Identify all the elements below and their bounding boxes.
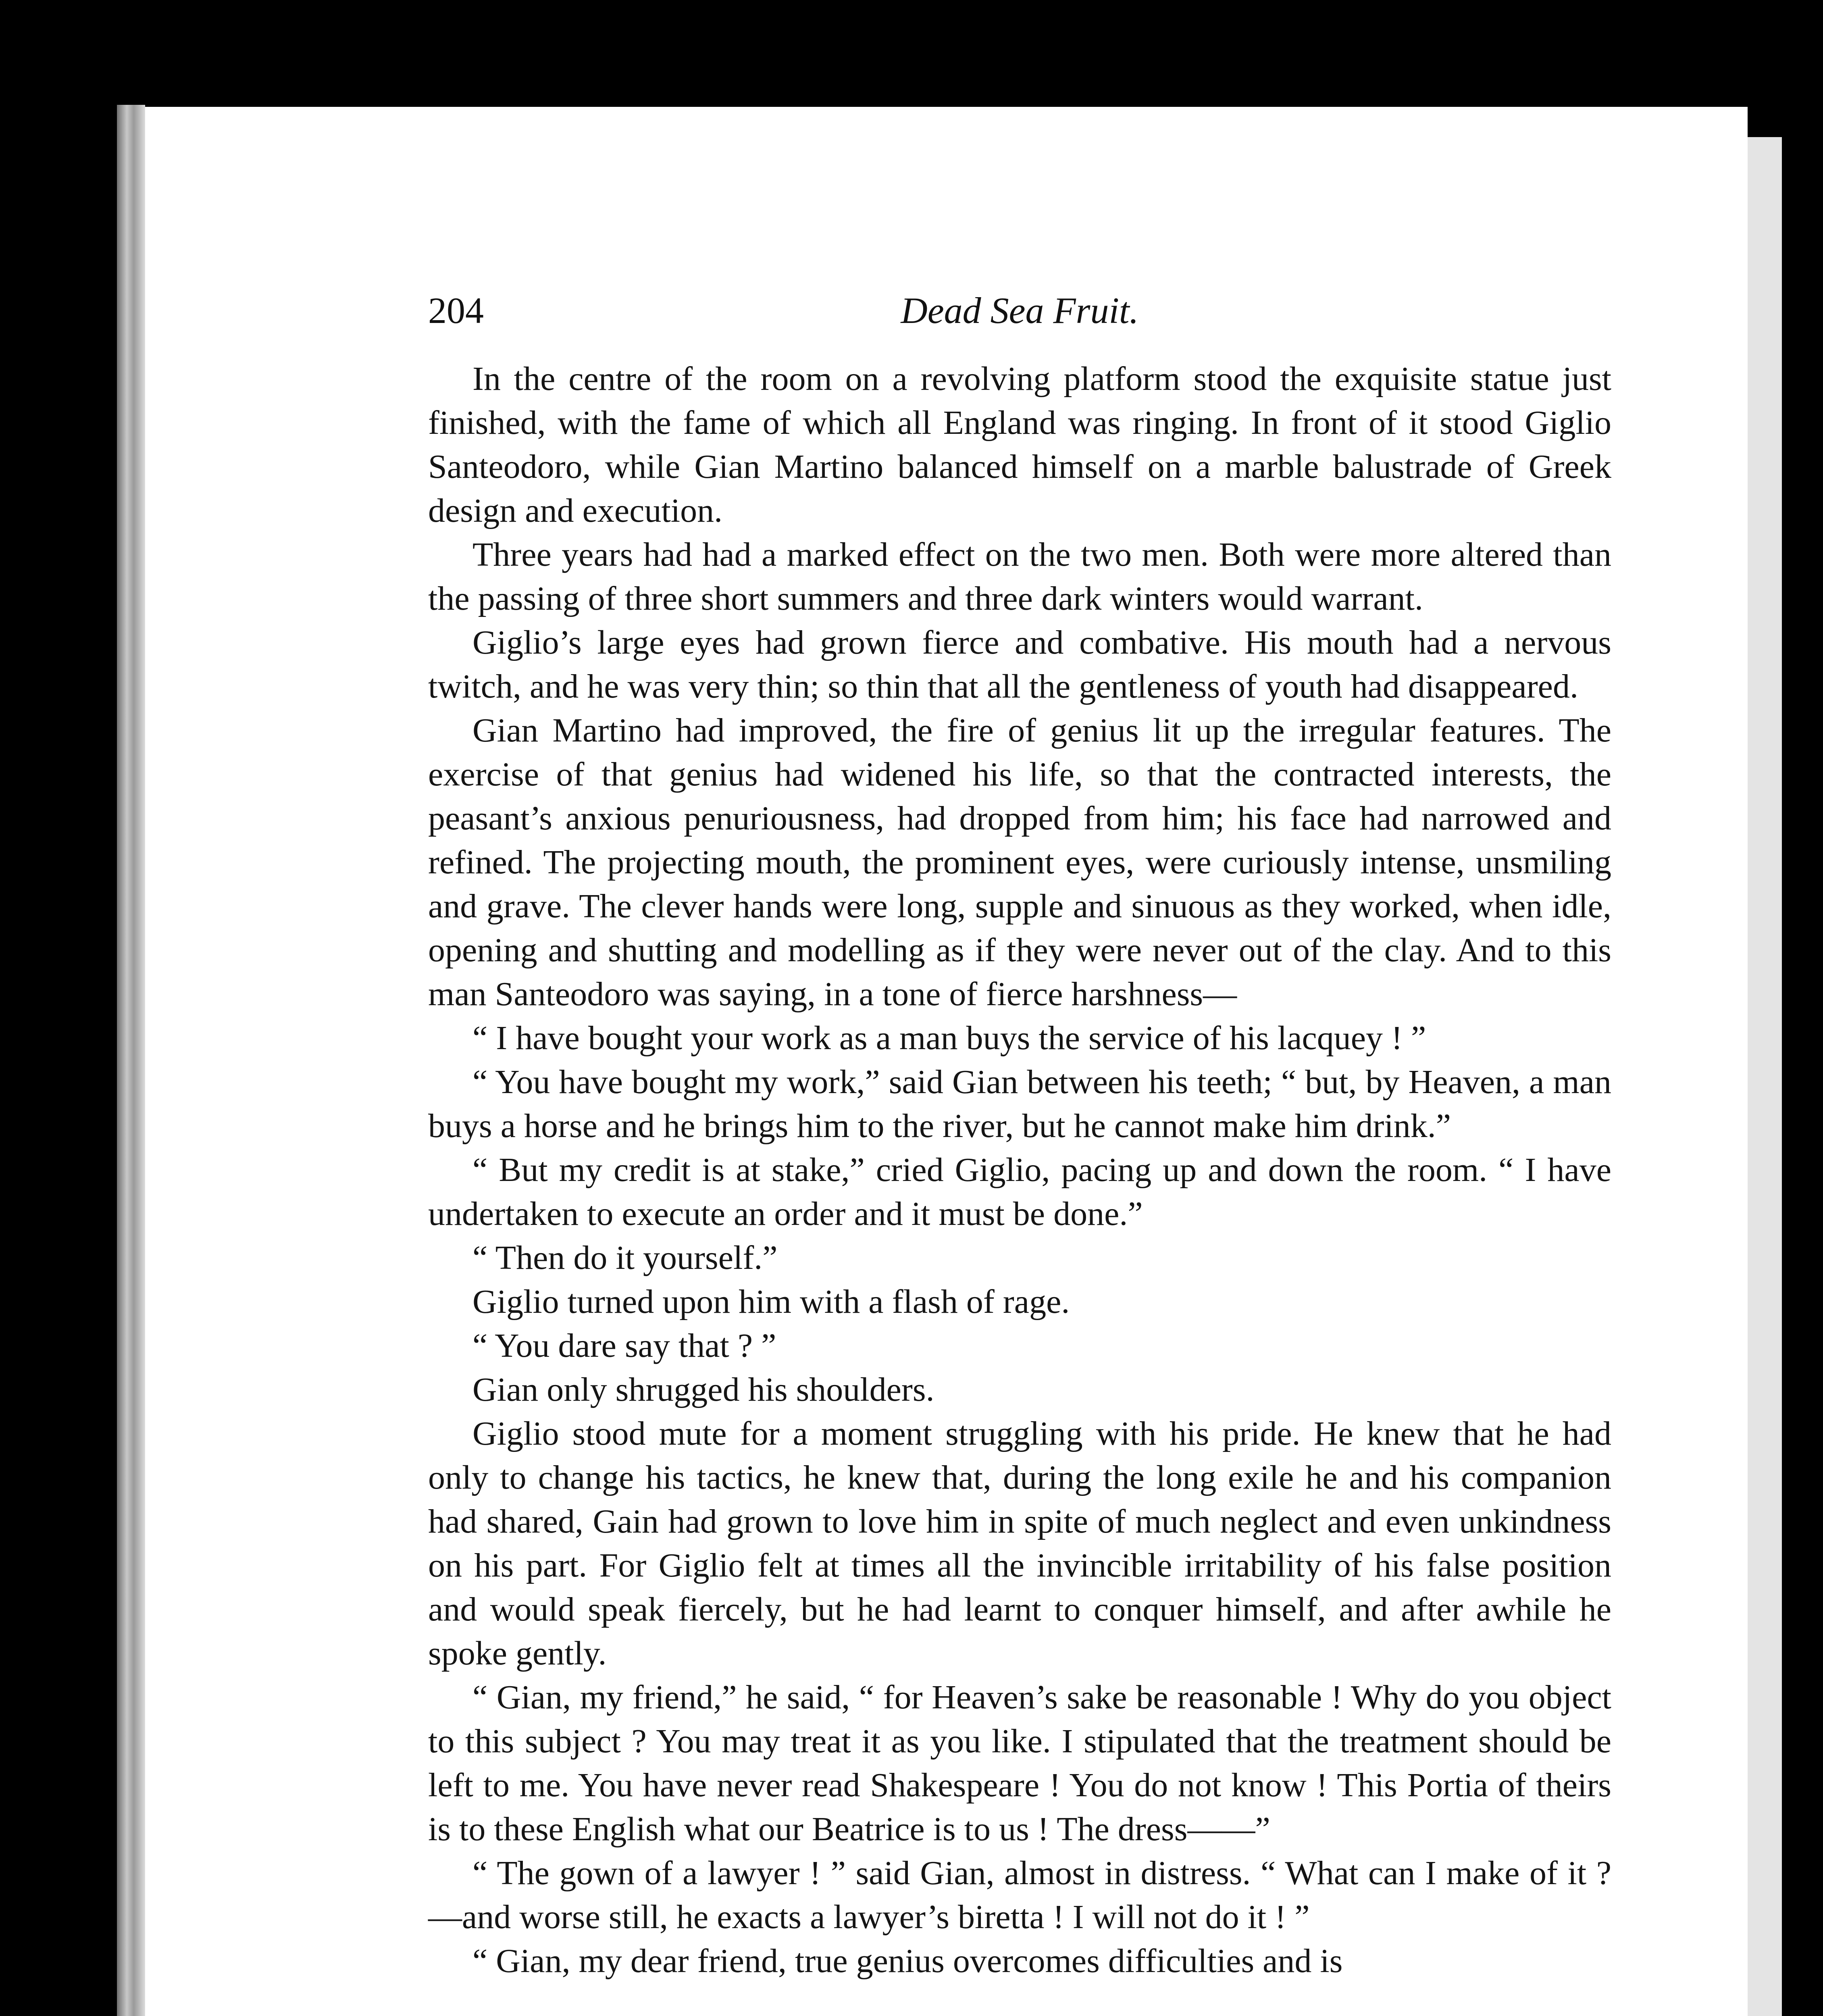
paragraph: Giglio turned upon him with a flash of rage. [472, 1283, 1070, 1320]
page-number: 204 [428, 290, 484, 331]
paragraph: Giglio stood mute for a moment struggling with his pride. He knew that he had only to change his tactics, he knew that, during the long exile he and his companion had shared, Gain had grown to love him in spite of much neglect and even unkindness on his part. For Giglio felt at times all the invincible irritability of his false position and would speak fiercely, but he had learnt to conquer himself, and after awhile he spoke gently. [428, 1415, 1611, 1672]
body-text [428, 357, 1611, 1983]
facing-page-edge [1748, 137, 1782, 2016]
paragraph: Three years had had a marked effect on the two men. Both were more altered than the passing of three short summers and three dark winters would warrant. [428, 536, 1611, 617]
paragraph: “ The gown of a lawyer ! ” said Gian, almost in distress. “ What can I make of it ?—and worse still, he exacts a lawyer’s biretta ! I will not do it ! ” [428, 1854, 1611, 1936]
paragraph: In the centre of the room on a revolving platform stood the exquisite statue just finished, with the fame of which all England was ringing. In front of it stood Giglio Santeodoro, while Gian Martino balanced himself on a marble balustrade of Greek design and execution. [428, 360, 1611, 529]
paragraph: “ But my credit is at stake,” cried Giglio, pacing up and down the room. “ I have undertaken to execute an order and it must be done.” [428, 1151, 1611, 1233]
running-title: Dead Sea Fruit. [901, 290, 1139, 331]
page-header [428, 282, 1611, 339]
paragraph: “ You dare say that ? ” [472, 1327, 776, 1364]
paragraph: “ Gian, my dear friend, true genius overcomes difficulties and is [472, 1942, 1343, 1980]
paragraph: Giglio’s large eyes had grown fierce and combative. His mouth had a nervous twitch, and he was very thin; so thin that all the gentleness of youth had disappeared. [428, 624, 1611, 705]
book-binding-gutter [117, 105, 145, 2016]
paragraph: “ Then do it yourself.” [472, 1239, 778, 1277]
paragraph: “ You have bought my work,” said Gian between his teeth; “ but, by Heaven, a man buys a horse and he brings him to the river, but he cannot make him drink.” [428, 1063, 1611, 1145]
scan-border-right [1782, 133, 1823, 2016]
paragraph: Gian Martino had improved, the fire of genius lit up the irregular features. The exercise of that genius had widened his life, so that the contracted interests, the peasant’s anxious penuriousness, had dropped from him; his face had narrowed and refined. The projecting mouth, the prominent eyes, were curiously intense, unsmiling and grave. The clever hands were long, supple and sinuous as they worked, when idle, opening and shutting and modelling as if they were never out of the clay. And to this man Santeodoro was saying, in a tone of fierce harshness— [428, 712, 1611, 1013]
paragraph: “ I have bought your work as a man buys the service of his lacquey ! ” [472, 1019, 1426, 1057]
paragraph: “ Gian, my friend,” he said, “ for Heaven’s sake be reasonable ! Why do you object to this subject ? You may treat it as you like. I stipulated that the treatment should be left to me. You have never read Shakespeare ! You do not know ! This Portia of theirs is to these English what our Beatrice is to us ! The dress——” [428, 1679, 1611, 1848]
paragraph: Gian only shrugged his shoulders. [472, 1371, 934, 1408]
